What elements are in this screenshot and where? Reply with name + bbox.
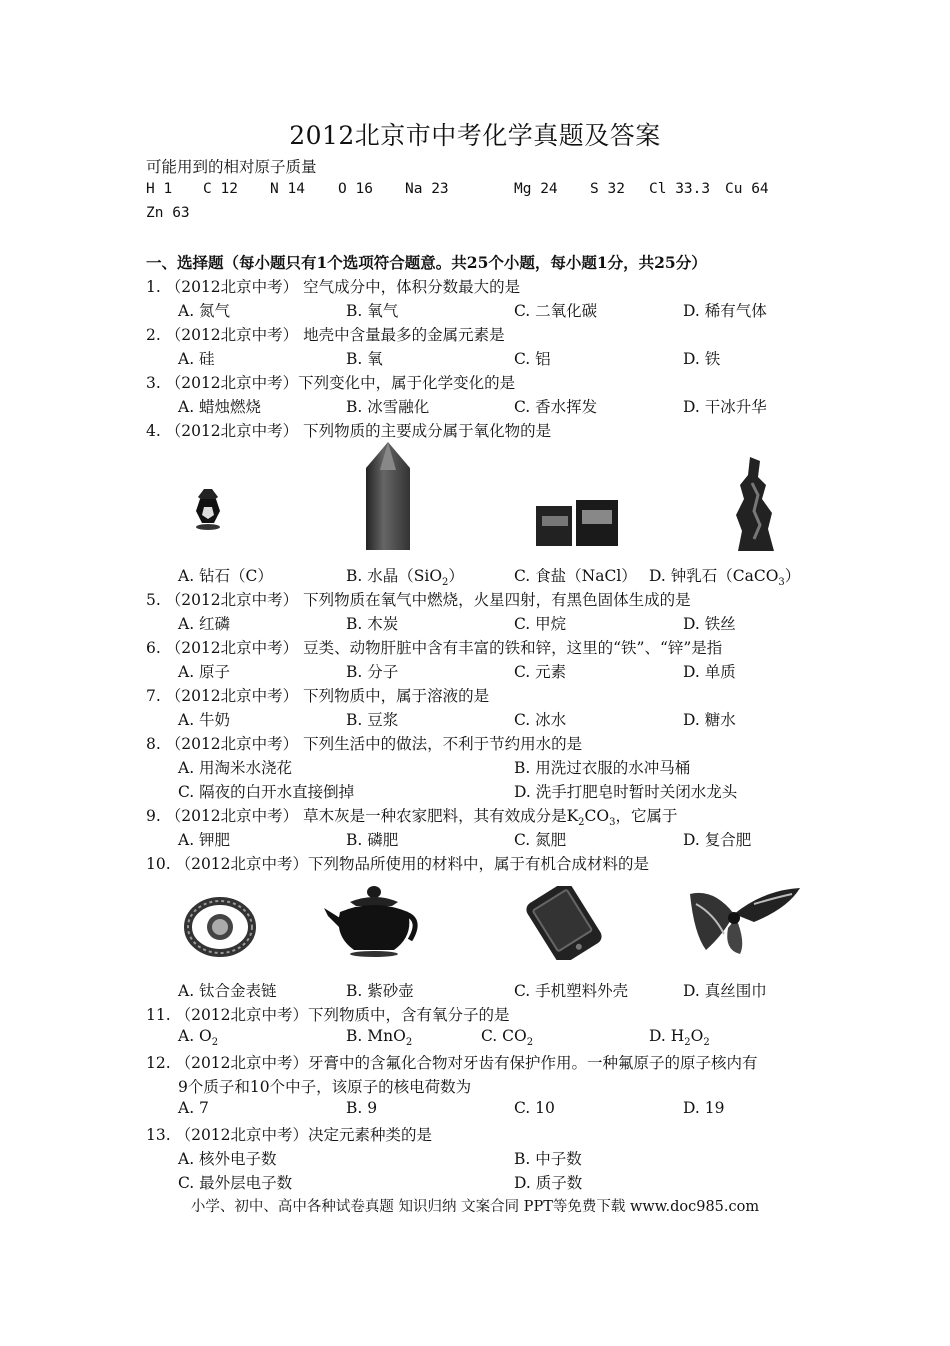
salt-crystal-image (532, 494, 622, 550)
section-heading: 一、选择题（每小题只有1个选项符合题意。共25个小题，每小题1分，共25分） (146, 253, 707, 272)
question-5-stem: 5. （2012北京中考） 下列物质在氧气中燃烧，火星四射，有黑色固体生成的是 (146, 591, 691, 609)
atomic-mass-c: C 12 (203, 181, 238, 197)
question-4-option-b: B. 水晶（SiO$_2$） (346, 567, 464, 589)
question-11-option-b: B. MnO$_2$ (346, 1027, 413, 1049)
question-3-option-b: B. 冰雪融化 (346, 398, 430, 416)
silk-scarf-image (684, 884, 804, 958)
question-9-option-b: B. 磷肥 (346, 831, 399, 849)
question-3-stem: 3. （2012北京中考）下列变化中，属于化学变化的是 (146, 374, 516, 392)
question-4-option-d: D. 钟乳石（CaCO$_3$） (649, 567, 801, 589)
question-2-option-c: C. 铝 (514, 350, 551, 368)
atomic-mass-n: N 14 (270, 181, 305, 197)
question-5-option-a: A. 红磷 (178, 615, 231, 633)
atomic-mass-na: Na 23 (405, 181, 449, 197)
question-12-option-d: D. 19 (683, 1099, 725, 1117)
question-9-option-c: C. 氮肥 (514, 831, 567, 849)
question-7-option-a: A. 牛奶 (178, 711, 231, 729)
question-3-option-a: A. 蜡烛燃烧 (178, 398, 262, 416)
atomic-mass-o: O 16 (338, 181, 373, 197)
question-6-option-d: D. 单质 (683, 663, 736, 681)
question-7-option-b: B. 豆浆 (346, 711, 399, 729)
stalactite-image (732, 455, 778, 555)
question-10-option-d: D. 真丝围巾 (683, 982, 767, 1000)
question-11-option-a: A. $O_2$ (178, 1027, 219, 1049)
question-12-option-b: B. 9 (346, 1099, 378, 1117)
question-8-option-c: C. 隔夜的白开水直接倒掉 (178, 783, 355, 801)
question-11-option-d: D. $H_2O_2$ (649, 1027, 710, 1049)
footer-note: 小学、初中、高中各种试卷真题 知识归纳 文案合同 PPT等免费下载 www.doc985.com (190, 1199, 760, 1215)
question-10-stem: 10. （2012北京中考）下列物品所使用的材料中，属于有机合成材料的是 (146, 855, 650, 873)
atomic-mass-cu: Cu 64 (725, 181, 769, 197)
question-7-option-d: D. 糖水 (683, 711, 736, 729)
question-13-option-a: A. 核外电子数 (178, 1150, 277, 1168)
question-2-stem: 2. （2012北京中考） 地壳中含量最多的金属元素是 (146, 326, 505, 344)
question-4-option-c: C. 食盐（NaCl） (514, 567, 637, 585)
question-1-option-c: C. 二氧化碳 (514, 302, 598, 320)
question-2-option-d: D. 铁 (683, 350, 721, 368)
question-2-option-a: A. 硅 (178, 350, 215, 368)
question-1-stem: 1. （2012北京中考） 空气成分中，体积分数最大的是 (146, 278, 521, 296)
question-11-stem: 11. （2012北京中考）下列物质中，含有氧分子的是 (146, 1006, 510, 1024)
teapot-image (322, 884, 422, 958)
question-13-option-c: C. 最外层电子数 (178, 1174, 293, 1192)
question-12-option-c: C. 10 (514, 1099, 555, 1117)
question-10-option-a: A. 钛合金表链 (178, 982, 277, 1000)
atomic-mass-header: 可能用到的相对原子质量 (146, 158, 317, 176)
page-title: 2012北京市中考化学真题及答案 (289, 121, 661, 150)
atomic-mass-zn: Zn 63 (146, 205, 190, 221)
question-8-option-a: A. 用淘米水浇花 (178, 759, 293, 777)
question-12-option-a: A. 7 (178, 1099, 209, 1117)
atomic-mass-cl: Cl 33.3 (649, 181, 711, 197)
question-8-option-b: B. 用洗过衣服的水冲马桶 (514, 759, 691, 777)
quartz-crystal-image (360, 440, 416, 555)
question-9-option-d: D. 复合肥 (683, 831, 752, 849)
question-3-option-d: D. 干冰升华 (683, 398, 767, 416)
question-9-option-a: A. 钾肥 (178, 831, 231, 849)
question-5-option-b: B. 木炭 (346, 615, 399, 633)
question-13-stem: 13. （2012北京中考）决定元素种类的是 (146, 1126, 433, 1144)
question-5-option-d: D. 铁丝 (683, 615, 736, 633)
question-13-option-d: D. 质子数 (514, 1174, 583, 1192)
question-1-option-b: B. 氧气 (346, 302, 399, 320)
question-11-option-c: C. $CO_2$ (481, 1027, 534, 1049)
question-1-option-d: D. 稀有气体 (683, 302, 767, 320)
atomic-mass-mg: Mg 24 (514, 181, 558, 197)
question-9-stem: 9. （2012北京中考） 草木灰是一种农家肥料，其有效成分是$K_2CO_3$，它属于 (146, 807, 678, 829)
question-7-option-c: C. 冰水 (514, 711, 567, 729)
atomic-mass-h: H 1 (146, 181, 173, 197)
question-1-option-a: A. 氮气 (178, 302, 231, 320)
question-4-option-a: A. 钻石（C） (178, 567, 273, 585)
watch-band-image (184, 896, 256, 958)
question-12-stem-continued: 9个质子和10个中子，该原子的核电荷数为 (178, 1078, 472, 1096)
atomic-mass-s: S 32 (590, 181, 625, 197)
question-7-stem: 7. （2012北京中考） 下列物质中，属于溶液的是 (146, 687, 490, 705)
question-12-stem: 12. （2012北京中考）牙膏中的含氟化合物对牙齿有保护作用。一种氟原子的原子核内有 (146, 1054, 758, 1072)
question-6-stem: 6. （2012北京中考） 豆类、动物肝脏中含有丰富的铁和锌，这里的“铁”、“锌”是指 (146, 639, 723, 657)
question-3-option-c: C. 香水挥发 (514, 398, 598, 416)
question-10-option-c: C. 手机塑料外壳 (514, 982, 629, 1000)
question-8-option-d: D. 洗手打肥皂时暂时关闭水龙头 (514, 783, 738, 801)
question-6-option-a: A. 原子 (178, 663, 231, 681)
question-8-stem: 8. （2012北京中考） 下列生活中的做法，不利于节约用水的是 (146, 735, 583, 753)
question-5-option-c: C. 甲烷 (514, 615, 567, 633)
question-2-option-b: B. 氧 (346, 350, 383, 368)
question-10-option-b: B. 紫砂壶 (346, 982, 414, 1000)
question-4-stem: 4. （2012北京中考） 下列物质的主要成分属于氧化物的是 (146, 422, 552, 440)
diamond-image (190, 485, 226, 531)
question-6-option-c: C. 元素 (514, 663, 567, 681)
phone-case-image (518, 886, 610, 960)
question-13-option-b: B. 中子数 (514, 1150, 582, 1168)
question-6-option-b: B. 分子 (346, 663, 399, 681)
